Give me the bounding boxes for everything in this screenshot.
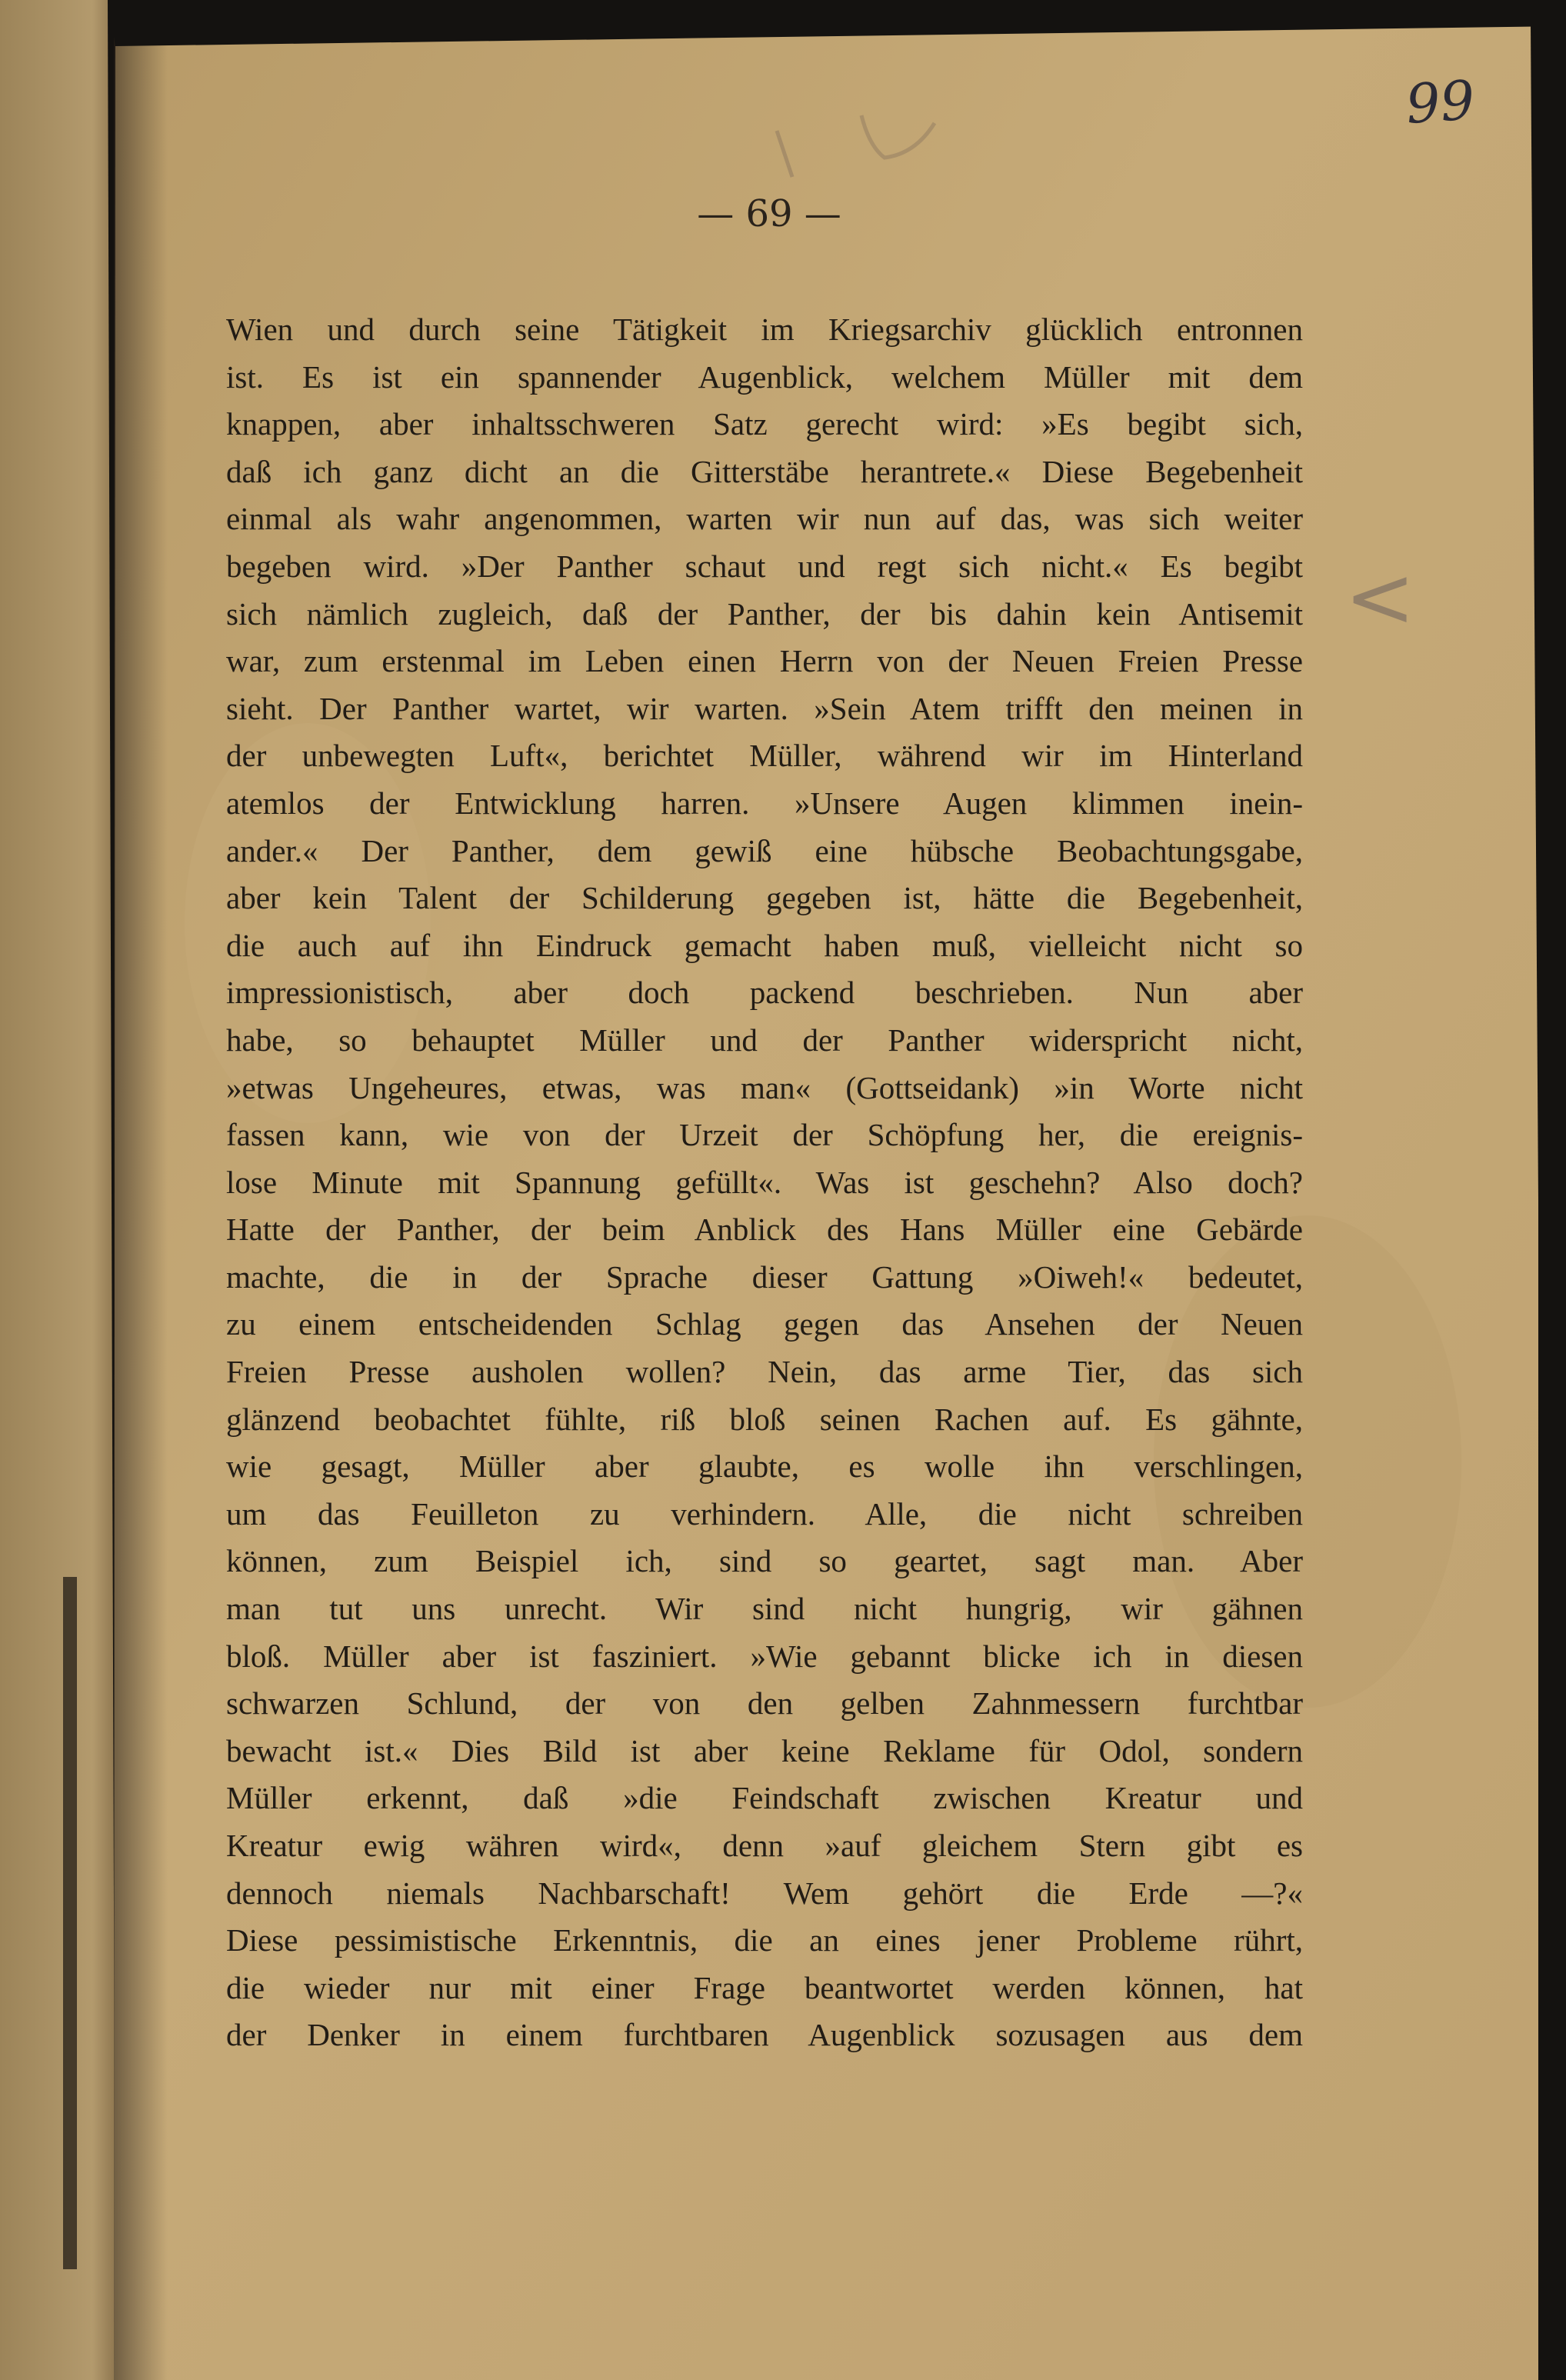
text-line: daß ich ganz dicht an die Gitterstäbe herantrete.« Diese Begebenheit xyxy=(226,453,1303,489)
text-line: Wien und durch seine Tätigkeit im Kriegsarchiv glücklich entronnen xyxy=(226,312,1303,347)
text-line: Kreatur ewig währen wird«, denn »auf gleichem Stern gibt es xyxy=(226,1828,1303,1863)
text-line: einmal als wahr angenommen, warten wir nun auf das, was sich weiter xyxy=(226,501,1303,537)
text-line: impressionistisch, aber doch packend beschrieben. Nun aber xyxy=(226,975,1303,1011)
text-line: Diese pessimistische Erkenntnis, die an eines jener Probleme rührt, xyxy=(226,1922,1303,1958)
text-line: dennoch niemals Nachbarschaft! Wem gehört die Erde —?« xyxy=(226,1875,1303,1911)
margin-pencil-mark: < xyxy=(1344,548,1416,646)
text-line: zu einem entscheidenden Schlag gegen das Ansehen der Neuen xyxy=(226,1306,1303,1342)
text-line: glänzend beobachtet fühlte, riß bloß seinen Rachen auf. Es gähnte, xyxy=(226,1401,1303,1437)
text-line: sich nämlich zugleich, daß der Panther, der bis dahin kein Antisemit xyxy=(226,595,1303,632)
left-page-binding-strip xyxy=(63,1577,77,2269)
text-line: der Denker in einem furchtbaren Augenblick sozusagen aus dem xyxy=(226,2017,1303,2053)
handwritten-folio-number: 99 xyxy=(1404,68,1477,137)
text-line: ist. Es ist ein spannender Augenblick, welchem Müller mit dem xyxy=(226,358,1303,395)
text-line: man tut uns unrecht. Wir sind nicht hungrig, wir gähnen xyxy=(226,1591,1303,1627)
text-line: wie gesagt, Müller aber glaubte, es wolle ihn verschlingen, xyxy=(226,1448,1303,1485)
text-line: knappen, aber inhaltsschweren Satz gerecht wird: »Es begibt sich, xyxy=(226,406,1303,442)
text-line: bewacht ist.« Dies Bild ist aber keine Reklame für Odol, sondern xyxy=(226,1732,1303,1768)
text-line: um das Feuilleton zu verhindern. Alle, die nicht schreiben xyxy=(226,1495,1303,1532)
text-line: schwarzen Schlund, der von den gelben Zahnmessern furchtbar xyxy=(226,1685,1303,1722)
text-line: Hatte der Panther, der beim Anblick des Hans Müller eine Gebärde xyxy=(226,1212,1303,1248)
gutter-shadow xyxy=(114,31,168,2380)
text-line: aber kein Talent der Schilderung gegeben ist, hätte die Begebenheit, xyxy=(226,880,1303,916)
text-line: die auch auf ihn Eindruck gemacht haben muß, vielleicht nicht so xyxy=(226,927,1303,963)
text-line: habe, so behauptet Müller und der Panther widerspricht nicht, xyxy=(226,1022,1303,1058)
text-line: machte, die in der Sprache dieser Gattung »Oiweh!« bedeutet, xyxy=(226,1258,1303,1295)
text-line: bloß. Müller aber ist fasziniert. »Wie gebannt blicke ich in diesen xyxy=(226,1638,1303,1674)
text-line: begeben wird. »Der Panther schaut und regt sich nicht.« Es begibt xyxy=(226,548,1303,584)
text-line: fassen kann, wie von der Urzeit der Schöpfung her, die ereignis- xyxy=(226,1117,1303,1153)
text-line: »etwas Ungeheures, etwas, was man« (Gottseidank) »in Worte nicht xyxy=(226,1069,1303,1105)
text-line: Müller erkennt, daß »die Feindschaft zwischen Kreatur und xyxy=(226,1780,1303,1816)
body-text xyxy=(226,306,1303,2059)
text-line: können, zum Beispiel ich, sind so geartet, sagt man. Aber xyxy=(226,1543,1303,1579)
text-line: atemlos der Entwicklung harren. »Unsere Augen klimmen inein- xyxy=(226,785,1303,821)
text-line: die wieder nur mit einer Frage beantwortet werden können, hat xyxy=(226,1969,1303,2005)
text-line: Freien Presse ausholen wollen? Nein, das arme Tier, das sich xyxy=(226,1354,1303,1390)
text-line: der unbewegten Luft«, berichtet Müller, während wir im Hinterland xyxy=(226,738,1303,774)
left-page-edge xyxy=(0,0,115,2380)
text-line: lose Minute mit Spannung gefüllt«. Was ist geschehn? Also doch? xyxy=(226,1164,1303,1200)
text-line: ander.« Der Panther, dem gewiß eine hübsche Beobachtungsgabe, xyxy=(226,832,1303,868)
page-number: — 69 — xyxy=(697,192,841,235)
text-line: sieht. Der Panther wartet, wir warten. »Sein Atem trifft den meinen in xyxy=(226,690,1303,726)
text-line: war, zum erstenmal im Leben einen Herrn von der Neuen Freien Presse xyxy=(226,643,1303,679)
